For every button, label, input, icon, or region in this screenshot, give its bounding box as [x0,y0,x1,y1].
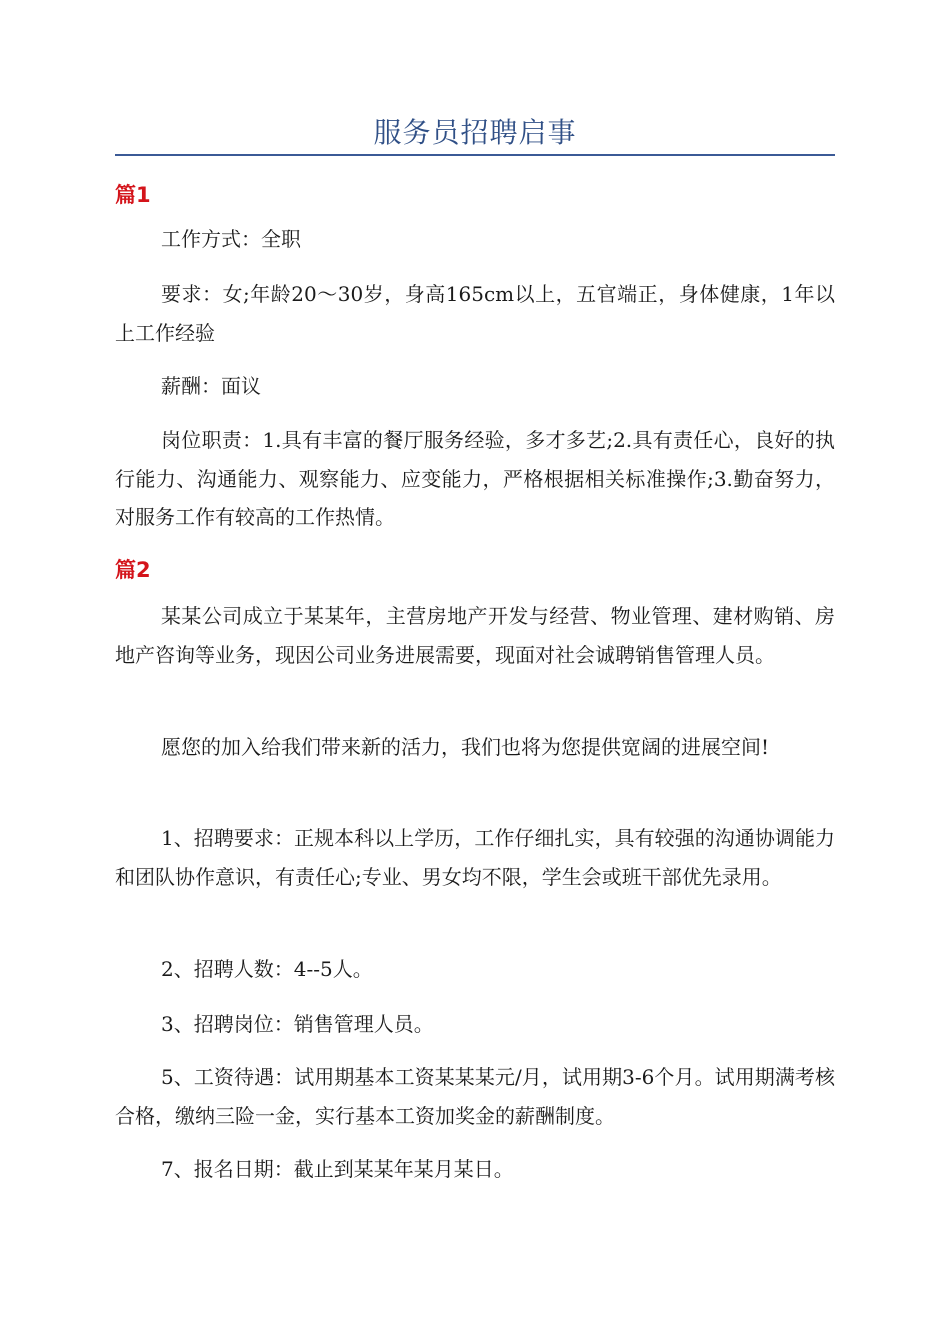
paragraph-headcount: 2、招聘人数：4--5人。 [161,957,373,981]
document-title: 服务员招聘启事 [373,116,577,149]
paragraph-duties: 岗位职责：1.具有丰富的餐厅服务经验，多才多艺;2.具有责任心，良好的执行能力、沟通能力、观察能力、应变能力，严格根据相关标准操作;3.勤奋努力，对服务工作有较高的工作热情。 [115,428,835,529]
paragraph-requirements: 要求：女;年龄20～30岁，身高165cm以上，五官端正，身体健康，1年以上工作经验 [115,282,835,345]
section-heading-2: 篇2 [115,558,151,582]
paragraph-salary: 薪酬：面议 [161,374,261,398]
paragraph-deadline: 7、报名日期：截止到某某年某月某日。 [161,1157,514,1181]
paragraph-position: 3、招聘岗位：销售管理人员。 [161,1012,434,1036]
paragraph-welcome: 愿您的加入给我们带来新的活力，我们也将为您提供宽阔的进展空间! [161,735,770,759]
paragraph-hiring-requirements: 1、招聘要求：正规本科以上学历，工作仔细扎实，具有较强的沟通协调能力和团队协作意识，有责任心;专业、男女均不限，学生会或班干部优先录用。 [115,826,835,889]
paragraph-work-type: 工作方式：全职 [161,227,301,251]
paragraph-compensation: 5、工资待遇：试用期基本工资某某某元/月，试用期3-6个月。试用期满考核合格，缴纳三险一金，实行基本工资加奖金的薪酬制度。 [115,1065,835,1128]
title-underline [115,154,835,156]
section-heading-1: 篇1 [115,183,151,207]
paragraph-company-intro: 某某公司成立于某某年，主营房地产开发与经营、物业管理、建材购销、房地产咨询等业务，现因公司业务进展需要，现面对社会诚聘销售管理人员。 [115,604,835,667]
